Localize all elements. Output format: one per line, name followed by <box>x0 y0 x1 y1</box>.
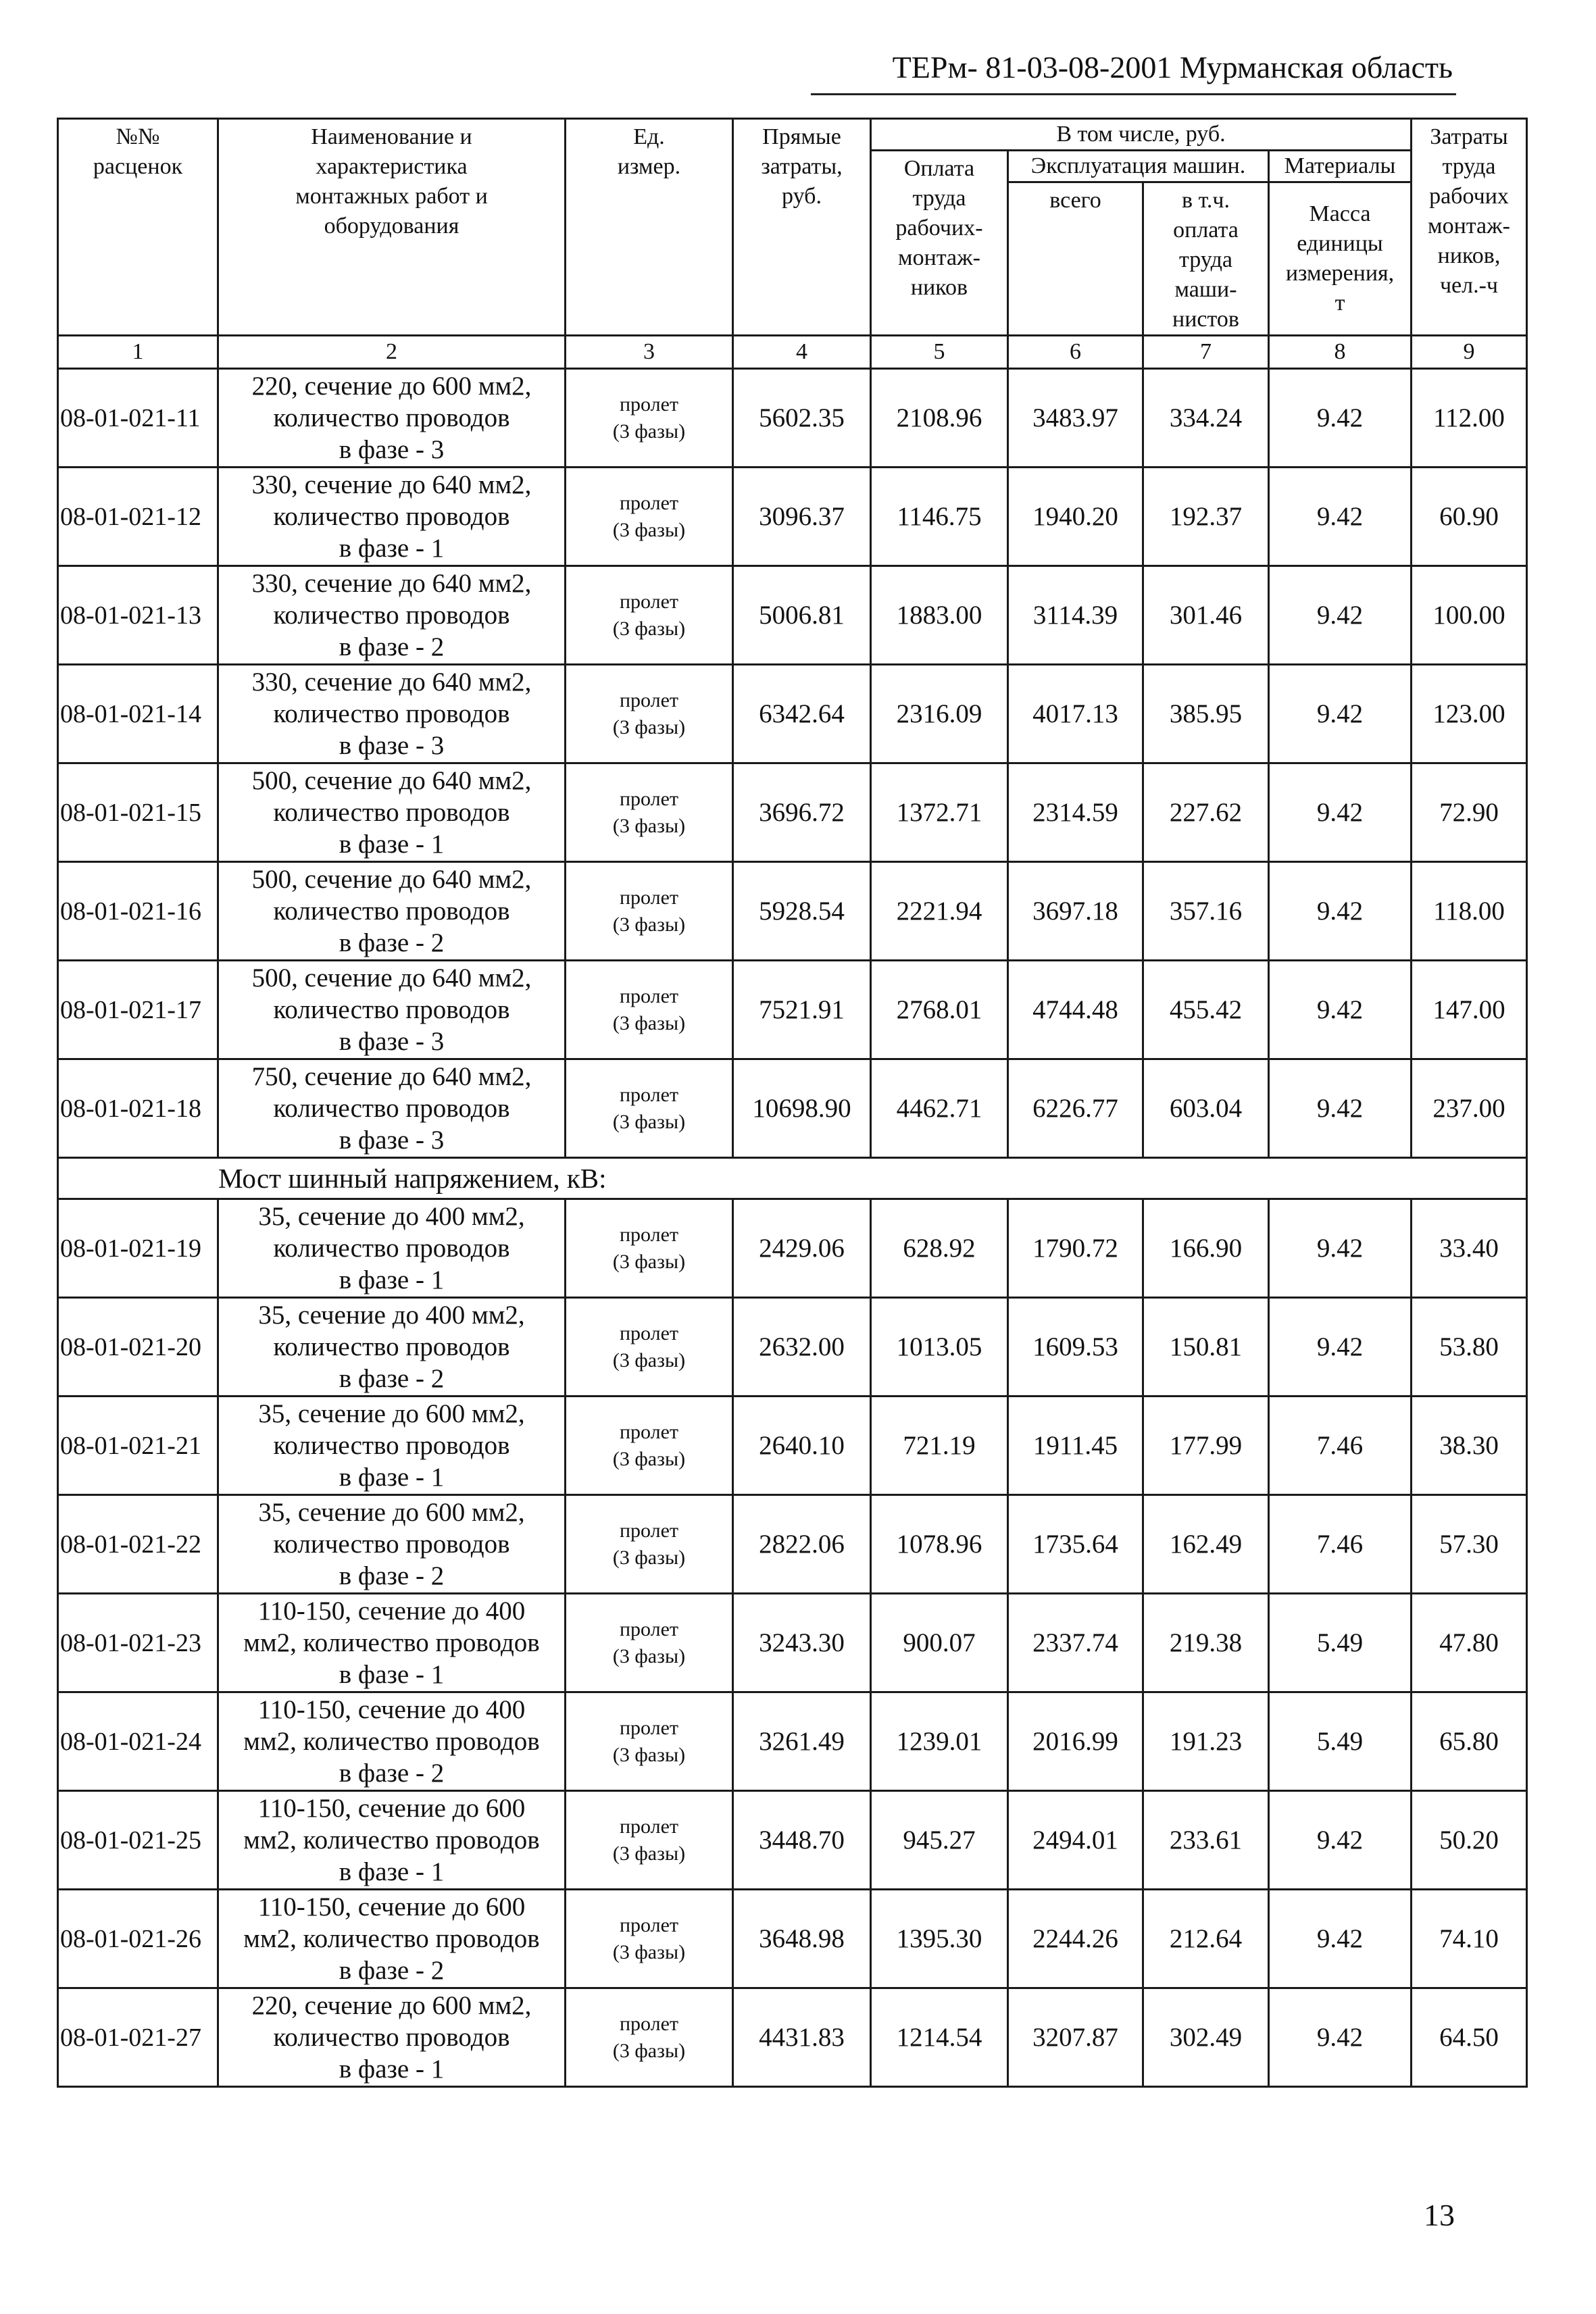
cell-machines-pay: 334.24 <box>1143 369 1269 468</box>
column-number: 2 <box>218 336 566 369</box>
table-row <box>58 1298 1527 1397</box>
cell-machines-total: 2337.74 <box>1008 1594 1143 1692</box>
cell-rate-code: 08-01-021-11 <box>58 369 218 468</box>
header-labor-cost-text: Затраты труда рабочих монтаж- ников, чел.-ч <box>1428 124 1510 298</box>
table-row <box>58 1495 1527 1594</box>
cell-machines-total: 2244.26 <box>1008 1890 1143 1988</box>
cell-machines-pay: 603.04 <box>1143 1059 1269 1158</box>
cell-work-name: 500, сечение до 640 мм2, количество проводов в фазе - 2 <box>218 862 566 961</box>
column-number: 8 <box>1269 336 1412 369</box>
cell-labor-cost: 38.30 <box>1412 1397 1527 1495</box>
cell-machines-total: 2494.01 <box>1008 1791 1143 1890</box>
cell-unit: пролет (3 фазы) <box>566 1692 733 1791</box>
cell-labor-pay: 2316.09 <box>871 665 1008 763</box>
cell-machines-total: 2314.59 <box>1008 763 1143 862</box>
cell-rate-code: 08-01-021-26 <box>58 1890 218 1988</box>
page-number: 13 <box>1424 2198 1455 2232</box>
cell-direct-cost: 3243.30 <box>733 1594 871 1692</box>
cell-unit: пролет (3 фазы) <box>566 1397 733 1495</box>
header-unit-text: Ед. измер. <box>617 124 681 179</box>
table-row <box>58 1199 1527 1298</box>
cell-labor-pay: 4462.71 <box>871 1059 1008 1158</box>
rates-table <box>57 118 1528 2088</box>
table-row <box>58 665 1527 763</box>
cell-machines-pay: 166.90 <box>1143 1199 1269 1298</box>
column-numbers-row <box>58 336 1527 369</box>
cell-mass: 7.46 <box>1269 1495 1412 1594</box>
cell-machines-total: 4017.13 <box>1008 665 1143 763</box>
column-number: 3 <box>566 336 733 369</box>
cell-machines-pay: 191.23 <box>1143 1692 1269 1791</box>
cell-labor-pay: 1395.30 <box>871 1890 1008 1988</box>
cell-mass: 9.42 <box>1269 1791 1412 1890</box>
document-header: ТЕРм- 81-03-08-2001 Мурманская область <box>892 50 1453 84</box>
cell-labor-cost: 118.00 <box>1412 862 1527 961</box>
table-row <box>58 468 1527 566</box>
cell-machines-pay: 162.49 <box>1143 1495 1269 1594</box>
cell-mass: 9.42 <box>1269 1199 1412 1298</box>
column-number: 9 <box>1412 336 1527 369</box>
cell-unit: пролет (3 фазы) <box>566 1199 733 1298</box>
cell-labor-pay: 1883.00 <box>871 566 1008 665</box>
cell-labor-pay: 1372.71 <box>871 763 1008 862</box>
cell-labor-cost: 64.50 <box>1412 1988 1527 2087</box>
cell-labor-pay: 2108.96 <box>871 369 1008 468</box>
section-row <box>58 1158 1527 1199</box>
cell-rate-code: 08-01-021-20 <box>58 1298 218 1397</box>
cell-unit: пролет (3 фазы) <box>566 1059 733 1158</box>
cell-machines-pay: 233.61 <box>1143 1791 1269 1890</box>
cell-labor-cost: 74.10 <box>1412 1890 1527 1988</box>
cell-rate-code: 08-01-021-22 <box>58 1495 218 1594</box>
cell-labor-cost: 33.40 <box>1412 1199 1527 1298</box>
table-row <box>58 1791 1527 1890</box>
cell-machines-pay: 301.46 <box>1143 566 1269 665</box>
cell-work-name: 35, сечение до 600 мм2, количество проводов в фазе - 2 <box>218 1495 566 1594</box>
cell-labor-cost: 72.90 <box>1412 763 1527 862</box>
cell-unit: пролет (3 фазы) <box>566 1298 733 1397</box>
cell-mass: 9.42 <box>1269 763 1412 862</box>
cell-machines-pay: 219.38 <box>1143 1594 1269 1692</box>
cell-direct-cost: 2822.06 <box>733 1495 871 1594</box>
cell-machines-pay: 150.81 <box>1143 1298 1269 1397</box>
cell-machines-total: 3207.87 <box>1008 1988 1143 2087</box>
cell-direct-cost: 6342.64 <box>733 665 871 763</box>
cell-work-name: 500, сечение до 640 мм2, количество проводов в фазе - 1 <box>218 763 566 862</box>
cell-machines-total: 1735.64 <box>1008 1495 1143 1594</box>
header-name-text: Наименование и характеристика монтажных работ и оборудования <box>295 124 488 238</box>
cell-unit: пролет (3 фазы) <box>566 1495 733 1594</box>
header-name <box>218 119 566 336</box>
cell-rate-code: 08-01-021-15 <box>58 763 218 862</box>
header-machines-total: всего <box>1008 182 1143 336</box>
header-machines-pay-text: в т.ч. оплата труда маши- нистов <box>1172 188 1239 332</box>
cell-machines-total: 3483.97 <box>1008 369 1143 468</box>
cell-labor-cost: 237.00 <box>1412 1059 1527 1158</box>
cell-machines-pay: 227.62 <box>1143 763 1269 862</box>
header-unit <box>566 119 733 336</box>
cell-labor-pay: 628.92 <box>871 1199 1008 1298</box>
header-labor-pay <box>871 151 1008 336</box>
cell-mass: 5.49 <box>1269 1692 1412 1791</box>
cell-unit: пролет (3 фазы) <box>566 763 733 862</box>
header-including: В том числе, руб. <box>871 119 1412 151</box>
cell-direct-cost: 3096.37 <box>733 468 871 566</box>
cell-direct-cost: 3261.49 <box>733 1692 871 1791</box>
cell-labor-pay: 2768.01 <box>871 961 1008 1059</box>
header-direct-text: Прямые затраты, руб. <box>761 124 843 209</box>
header-machines-pay <box>1143 182 1269 336</box>
table-row <box>58 1397 1527 1495</box>
cell-machines-pay: 192.37 <box>1143 468 1269 566</box>
header-mass <box>1269 182 1412 336</box>
header-mass-text: Масса единицы измерения, т <box>1285 201 1395 316</box>
table-row <box>58 1890 1527 1988</box>
cell-direct-cost: 3696.72 <box>733 763 871 862</box>
header-code <box>58 119 218 336</box>
cell-direct-cost: 3648.98 <box>733 1890 871 1988</box>
cell-mass: 9.42 <box>1269 961 1412 1059</box>
cell-mass: 9.42 <box>1269 468 1412 566</box>
cell-labor-pay: 945.27 <box>871 1791 1008 1890</box>
header-materials: Материалы <box>1269 151 1412 182</box>
cell-labor-cost: 57.30 <box>1412 1495 1527 1594</box>
table-row <box>58 1988 1527 2087</box>
cell-machines-pay: 212.64 <box>1143 1890 1269 1988</box>
cell-machines-pay: 385.95 <box>1143 665 1269 763</box>
table-row <box>58 369 1527 468</box>
table-body <box>58 336 1527 2087</box>
cell-rate-code: 08-01-021-27 <box>58 1988 218 2087</box>
cell-mass: 9.42 <box>1269 1059 1412 1158</box>
cell-labor-pay: 1013.05 <box>871 1298 1008 1397</box>
cell-rate-code: 08-01-021-25 <box>58 1791 218 1890</box>
header-code-text: №№ расценок <box>93 124 183 179</box>
cell-direct-cost: 4431.83 <box>733 1988 871 2087</box>
cell-mass: 9.42 <box>1269 1988 1412 2087</box>
cell-unit: пролет (3 фазы) <box>566 369 733 468</box>
cell-rate-code: 08-01-021-13 <box>58 566 218 665</box>
column-number: 1 <box>58 336 218 369</box>
table-row <box>58 1692 1527 1791</box>
cell-mass: 9.42 <box>1269 1298 1412 1397</box>
cell-unit: пролет (3 фазы) <box>566 665 733 763</box>
cell-labor-cost: 60.90 <box>1412 468 1527 566</box>
cell-machines-total: 6226.77 <box>1008 1059 1143 1158</box>
cell-work-name: 750, сечение до 640 мм2, количество проводов в фазе - 3 <box>218 1059 566 1158</box>
table-row <box>58 1059 1527 1158</box>
cell-machines-pay: 357.16 <box>1143 862 1269 961</box>
cell-rate-code: 08-01-021-12 <box>58 468 218 566</box>
cell-machines-total: 1609.53 <box>1008 1298 1143 1397</box>
cell-rate-code: 08-01-021-19 <box>58 1199 218 1298</box>
cell-labor-pay: 721.19 <box>871 1397 1008 1495</box>
cell-machines-total: 2016.99 <box>1008 1692 1143 1791</box>
cell-machines-total: 1911.45 <box>1008 1397 1143 1495</box>
cell-direct-cost: 2632.00 <box>733 1298 871 1397</box>
cell-labor-cost: 50.20 <box>1412 1791 1527 1890</box>
header-machines: Эксплуатация машин. <box>1008 151 1269 182</box>
table-row <box>58 763 1527 862</box>
section-title: Мост шинный напряжением, кВ: <box>58 1158 1527 1199</box>
cell-mass: 9.42 <box>1269 369 1412 468</box>
cell-unit: пролет (3 фазы) <box>566 862 733 961</box>
header-direct <box>733 119 871 336</box>
cell-labor-pay: 900.07 <box>871 1594 1008 1692</box>
cell-work-name: 330, сечение до 640 мм2, количество проводов в фазе - 3 <box>218 665 566 763</box>
cell-labor-cost: 47.80 <box>1412 1594 1527 1692</box>
cell-machines-pay: 455.42 <box>1143 961 1269 1059</box>
cell-direct-cost: 3448.70 <box>733 1791 871 1890</box>
table-row <box>58 961 1527 1059</box>
cell-labor-cost: 65.80 <box>1412 1692 1527 1791</box>
cell-labor-pay: 1078.96 <box>871 1495 1008 1594</box>
cell-mass: 9.42 <box>1269 566 1412 665</box>
cell-work-name: 500, сечение до 640 мм2, количество проводов в фазе - 3 <box>218 961 566 1059</box>
cell-unit: пролет (3 фазы) <box>566 1988 733 2087</box>
cell-unit: пролет (3 фазы) <box>566 468 733 566</box>
cell-direct-cost: 5602.35 <box>733 369 871 468</box>
cell-rate-code: 08-01-021-21 <box>58 1397 218 1495</box>
table-row <box>58 566 1527 665</box>
cell-labor-pay: 2221.94 <box>871 862 1008 961</box>
header-labor-pay-text: Оплата труда рабочих- монтаж- ников <box>895 156 983 300</box>
cell-direct-cost: 5928.54 <box>733 862 871 961</box>
cell-labor-cost: 123.00 <box>1412 665 1527 763</box>
column-number: 4 <box>733 336 871 369</box>
cell-work-name: 35, сечение до 600 мм2, количество проводов в фазе - 1 <box>218 1397 566 1495</box>
cell-work-name: 330, сечение до 640 мм2, количество проводов в фазе - 1 <box>218 468 566 566</box>
cell-work-name: 110-150, сечение до 600 мм2, количество проводов в фазе - 2 <box>218 1890 566 1988</box>
cell-labor-pay: 1214.54 <box>871 1988 1008 2087</box>
header-rule <box>811 93 1456 95</box>
cell-mass: 9.42 <box>1269 665 1412 763</box>
cell-direct-cost: 5006.81 <box>733 566 871 665</box>
cell-machines-pay: 177.99 <box>1143 1397 1269 1495</box>
cell-unit: пролет (3 фазы) <box>566 961 733 1059</box>
cell-mass: 7.46 <box>1269 1397 1412 1495</box>
cell-work-name: 35, сечение до 400 мм2, количество проводов в фазе - 2 <box>218 1298 566 1397</box>
cell-mass: 9.42 <box>1269 862 1412 961</box>
cell-work-name: 220, сечение до 600 мм2, количество проводов в фазе - 1 <box>218 1988 566 2087</box>
column-number: 6 <box>1008 336 1143 369</box>
cell-machines-total: 3697.18 <box>1008 862 1143 961</box>
cell-rate-code: 08-01-021-17 <box>58 961 218 1059</box>
cell-labor-pay: 1239.01 <box>871 1692 1008 1791</box>
cell-work-name: 220, сечение до 600 мм2, количество проводов в фазе - 3 <box>218 369 566 468</box>
cell-direct-cost: 7521.91 <box>733 961 871 1059</box>
table-row <box>58 1594 1527 1692</box>
column-number: 5 <box>871 336 1008 369</box>
cell-labor-cost: 112.00 <box>1412 369 1527 468</box>
cell-rate-code: 08-01-021-24 <box>58 1692 218 1791</box>
column-number: 7 <box>1143 336 1269 369</box>
cell-rate-code: 08-01-021-16 <box>58 862 218 961</box>
cell-work-name: 35, сечение до 400 мм2, количество проводов в фазе - 1 <box>218 1199 566 1298</box>
table-row <box>58 862 1527 961</box>
cell-unit: пролет (3 фазы) <box>566 566 733 665</box>
cell-rate-code: 08-01-021-23 <box>58 1594 218 1692</box>
cell-rate-code: 08-01-021-18 <box>58 1059 218 1158</box>
cell-labor-cost: 100.00 <box>1412 566 1527 665</box>
cell-labor-pay: 1146.75 <box>871 468 1008 566</box>
cell-machines-total: 4744.48 <box>1008 961 1143 1059</box>
cell-labor-cost: 147.00 <box>1412 961 1527 1059</box>
cell-unit: пролет (3 фазы) <box>566 1791 733 1890</box>
cell-work-name: 330, сечение до 640 мм2, количество проводов в фазе - 2 <box>218 566 566 665</box>
header-labor-cost <box>1412 119 1527 336</box>
cell-labor-cost: 53.80 <box>1412 1298 1527 1397</box>
cell-direct-cost: 10698.90 <box>733 1059 871 1158</box>
cell-work-name: 110-150, сечение до 400 мм2, количество проводов в фазе - 1 <box>218 1594 566 1692</box>
cell-rate-code: 08-01-021-14 <box>58 665 218 763</box>
cell-machines-total: 1790.72 <box>1008 1199 1143 1298</box>
cell-unit: пролет (3 фазы) <box>566 1594 733 1692</box>
cell-mass: 9.42 <box>1269 1890 1412 1988</box>
cell-mass: 5.49 <box>1269 1594 1412 1692</box>
cell-work-name: 110-150, сечение до 600 мм2, количество проводов в фазе - 1 <box>218 1791 566 1890</box>
cell-unit: пролет (3 фазы) <box>566 1890 733 1988</box>
cell-work-name: 110-150, сечение до 400 мм2, количество проводов в фазе - 2 <box>218 1692 566 1791</box>
cell-machines-pay: 302.49 <box>1143 1988 1269 2087</box>
cell-machines-total: 1940.20 <box>1008 468 1143 566</box>
cell-direct-cost: 2429.06 <box>733 1199 871 1298</box>
cell-direct-cost: 2640.10 <box>733 1397 871 1495</box>
cell-machines-total: 3114.39 <box>1008 566 1143 665</box>
